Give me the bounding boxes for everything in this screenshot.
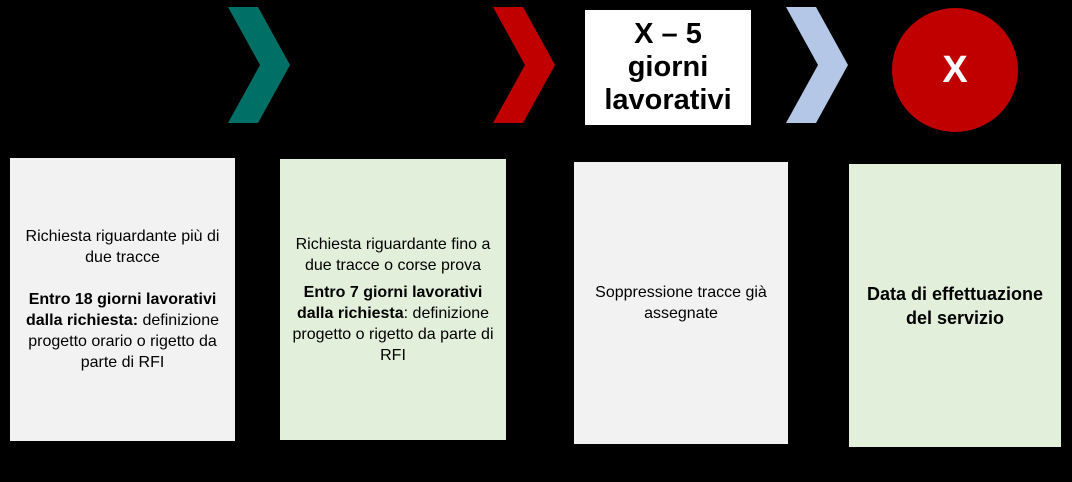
card-intro-text: Richiesta riguardante più di due tracce	[25, 228, 220, 266]
card-text: Soppressione tracce già assegnate	[595, 284, 767, 322]
milestone-x-label: X	[942, 48, 968, 91]
card-deadline-rest: definizione progetto orario o rigetto da parte di RFI	[28, 312, 219, 371]
deadline-line-2: giorni	[627, 51, 709, 83]
deadline-line-1: X – 5	[634, 18, 702, 50]
card-intro-text: Richiesta riguardante fino a due tracce o corse prova	[295, 235, 491, 274]
step-card-track-cancellation	[574, 162, 788, 444]
milestone-x-circle	[892, 8, 1018, 132]
step-card-service-date	[849, 164, 1061, 447]
chevron-arrow-blue	[786, 7, 848, 123]
card-deadline-text	[286, 282, 500, 366]
chevron-arrow-teal	[228, 7, 290, 123]
card-deadline-bold: Entro 18 giorni lavorativi dalla richiesta:	[26, 291, 217, 329]
chevron-arrow-red	[493, 7, 555, 123]
card-deadline-text	[16, 289, 229, 373]
deadline-line-3: lavorativi	[604, 84, 732, 116]
card-text: Data di effettuazione del servizio	[866, 283, 1044, 328]
deadline-label-box	[585, 10, 751, 125]
step-card-more-than-two-tracks	[10, 158, 235, 441]
card-deadline-bold: Entro 7 giorni lavorativi dalla richiesta	[296, 283, 483, 322]
card-deadline-rest: : definizione progetto o rigetto da parte di RFI	[292, 304, 494, 364]
step-card-up-to-two-tracks	[280, 159, 506, 440]
